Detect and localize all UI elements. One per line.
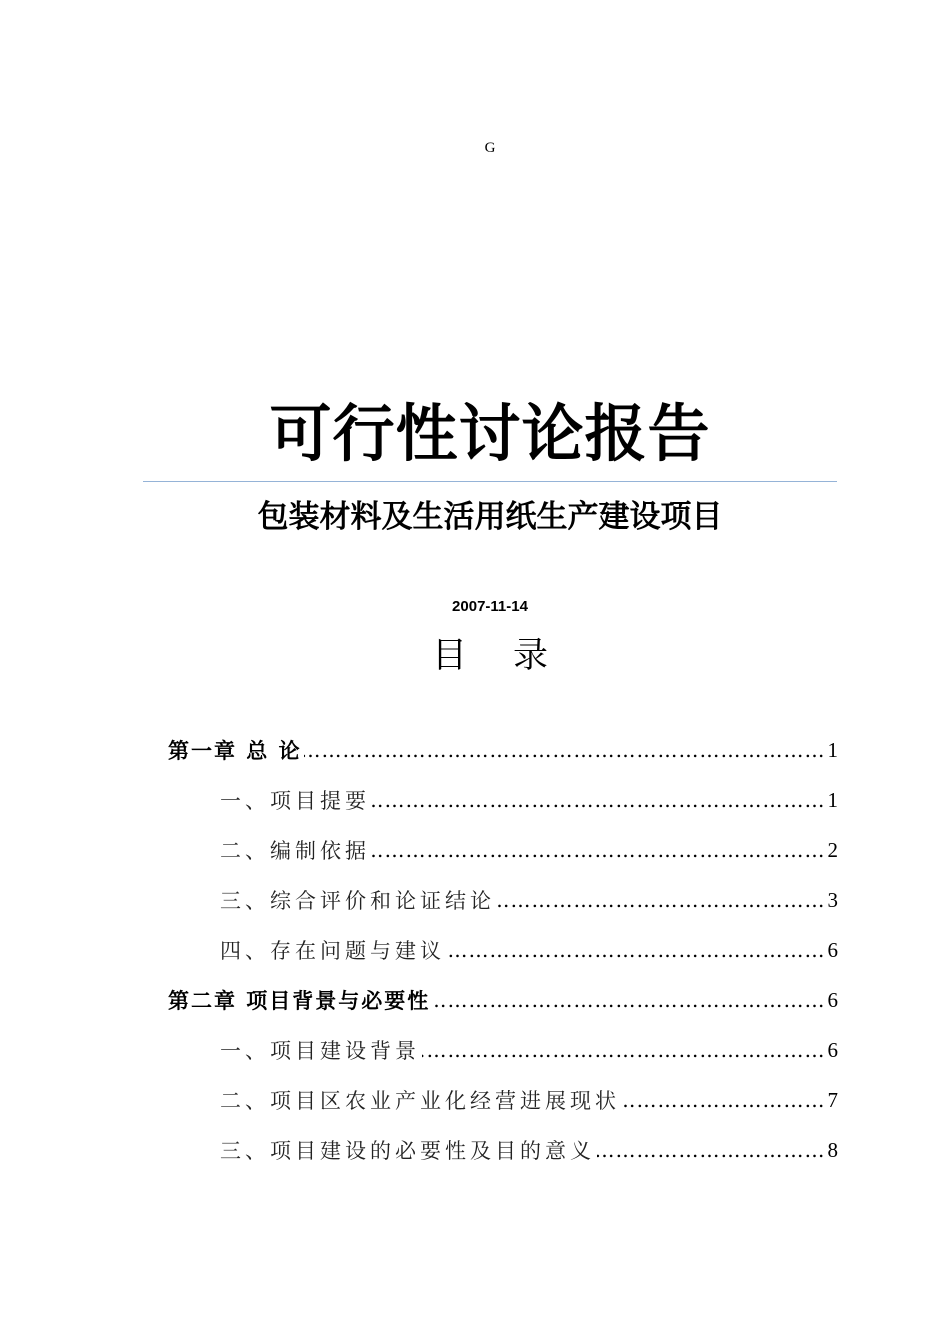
toc-dot-leader — [422, 1038, 826, 1062]
toc-entry-section[interactable] — [168, 1125, 838, 1175]
toc-dot-leader — [597, 1138, 826, 1162]
toc-page-number: 3 — [827, 887, 838, 912]
toc-heading-left: 目 — [431, 636, 467, 676]
toc-dot-leader — [622, 1088, 826, 1112]
toc-entry-label: 一、项目建设背景 — [220, 1039, 420, 1063]
toc-heading — [0, 628, 950, 678]
toc-entry-chapter-1[interactable] — [168, 725, 838, 775]
toc-entry-section[interactable] — [168, 1075, 838, 1125]
toc-page-number: 2 — [827, 837, 838, 862]
toc-dot-leader — [432, 988, 825, 1012]
toc-heading-right: 录 — [513, 636, 549, 676]
toc-entry-label: 四、存在问题与建议 — [220, 939, 445, 963]
toc-dot-leader — [372, 788, 826, 812]
report-title: 可行性讨论报告 — [269, 397, 711, 470]
toc-dot-leader — [447, 938, 826, 962]
toc-page-number: 1 — [827, 737, 838, 762]
toc-entry-section[interactable] — [168, 925, 838, 975]
toc-entry-section[interactable] — [168, 1025, 838, 1075]
toc-entry-label: 第一章 总 论 — [168, 739, 302, 763]
project-subtitle: 包装材料及生活用纸生产建设项目 — [257, 499, 723, 535]
toc-page-number: 6 — [827, 1037, 838, 1062]
toc-entry-label: 三、综合评价和论证结论 — [220, 889, 495, 913]
toc-page-number: 1 — [827, 787, 838, 812]
toc-page-number: 6 — [827, 937, 838, 962]
toc-dot-leader — [497, 888, 826, 912]
toc-page-number: 8 — [827, 1137, 838, 1162]
report-date: 2007-11-14 — [452, 598, 528, 615]
toc-dot-leader — [372, 838, 826, 862]
toc-entry-label: 第二章 项目背景与必要性 — [168, 989, 431, 1013]
toc-entry-label: 二、项目区农业产业化经营进展现状 — [220, 1089, 620, 1113]
toc-entry-section[interactable] — [168, 875, 838, 925]
toc-entry-label: 一、项目提要 — [220, 789, 370, 813]
toc-entry-label: 三、项目建设的必要性及目的意义 — [220, 1139, 595, 1163]
toc-entry-section[interactable] — [168, 775, 838, 825]
toc-entry-label: 二、编制依据 — [220, 839, 370, 863]
toc-dot-leader — [304, 738, 826, 762]
header-mark: G — [484, 140, 496, 156]
title-divider — [143, 481, 837, 482]
toc-entry-section[interactable] — [168, 825, 838, 875]
toc-entry-chapter-2[interactable] — [168, 975, 838, 1025]
toc-page-number: 6 — [827, 987, 838, 1012]
table-of-contents — [168, 725, 838, 1175]
toc-page-number: 7 — [827, 1087, 838, 1112]
